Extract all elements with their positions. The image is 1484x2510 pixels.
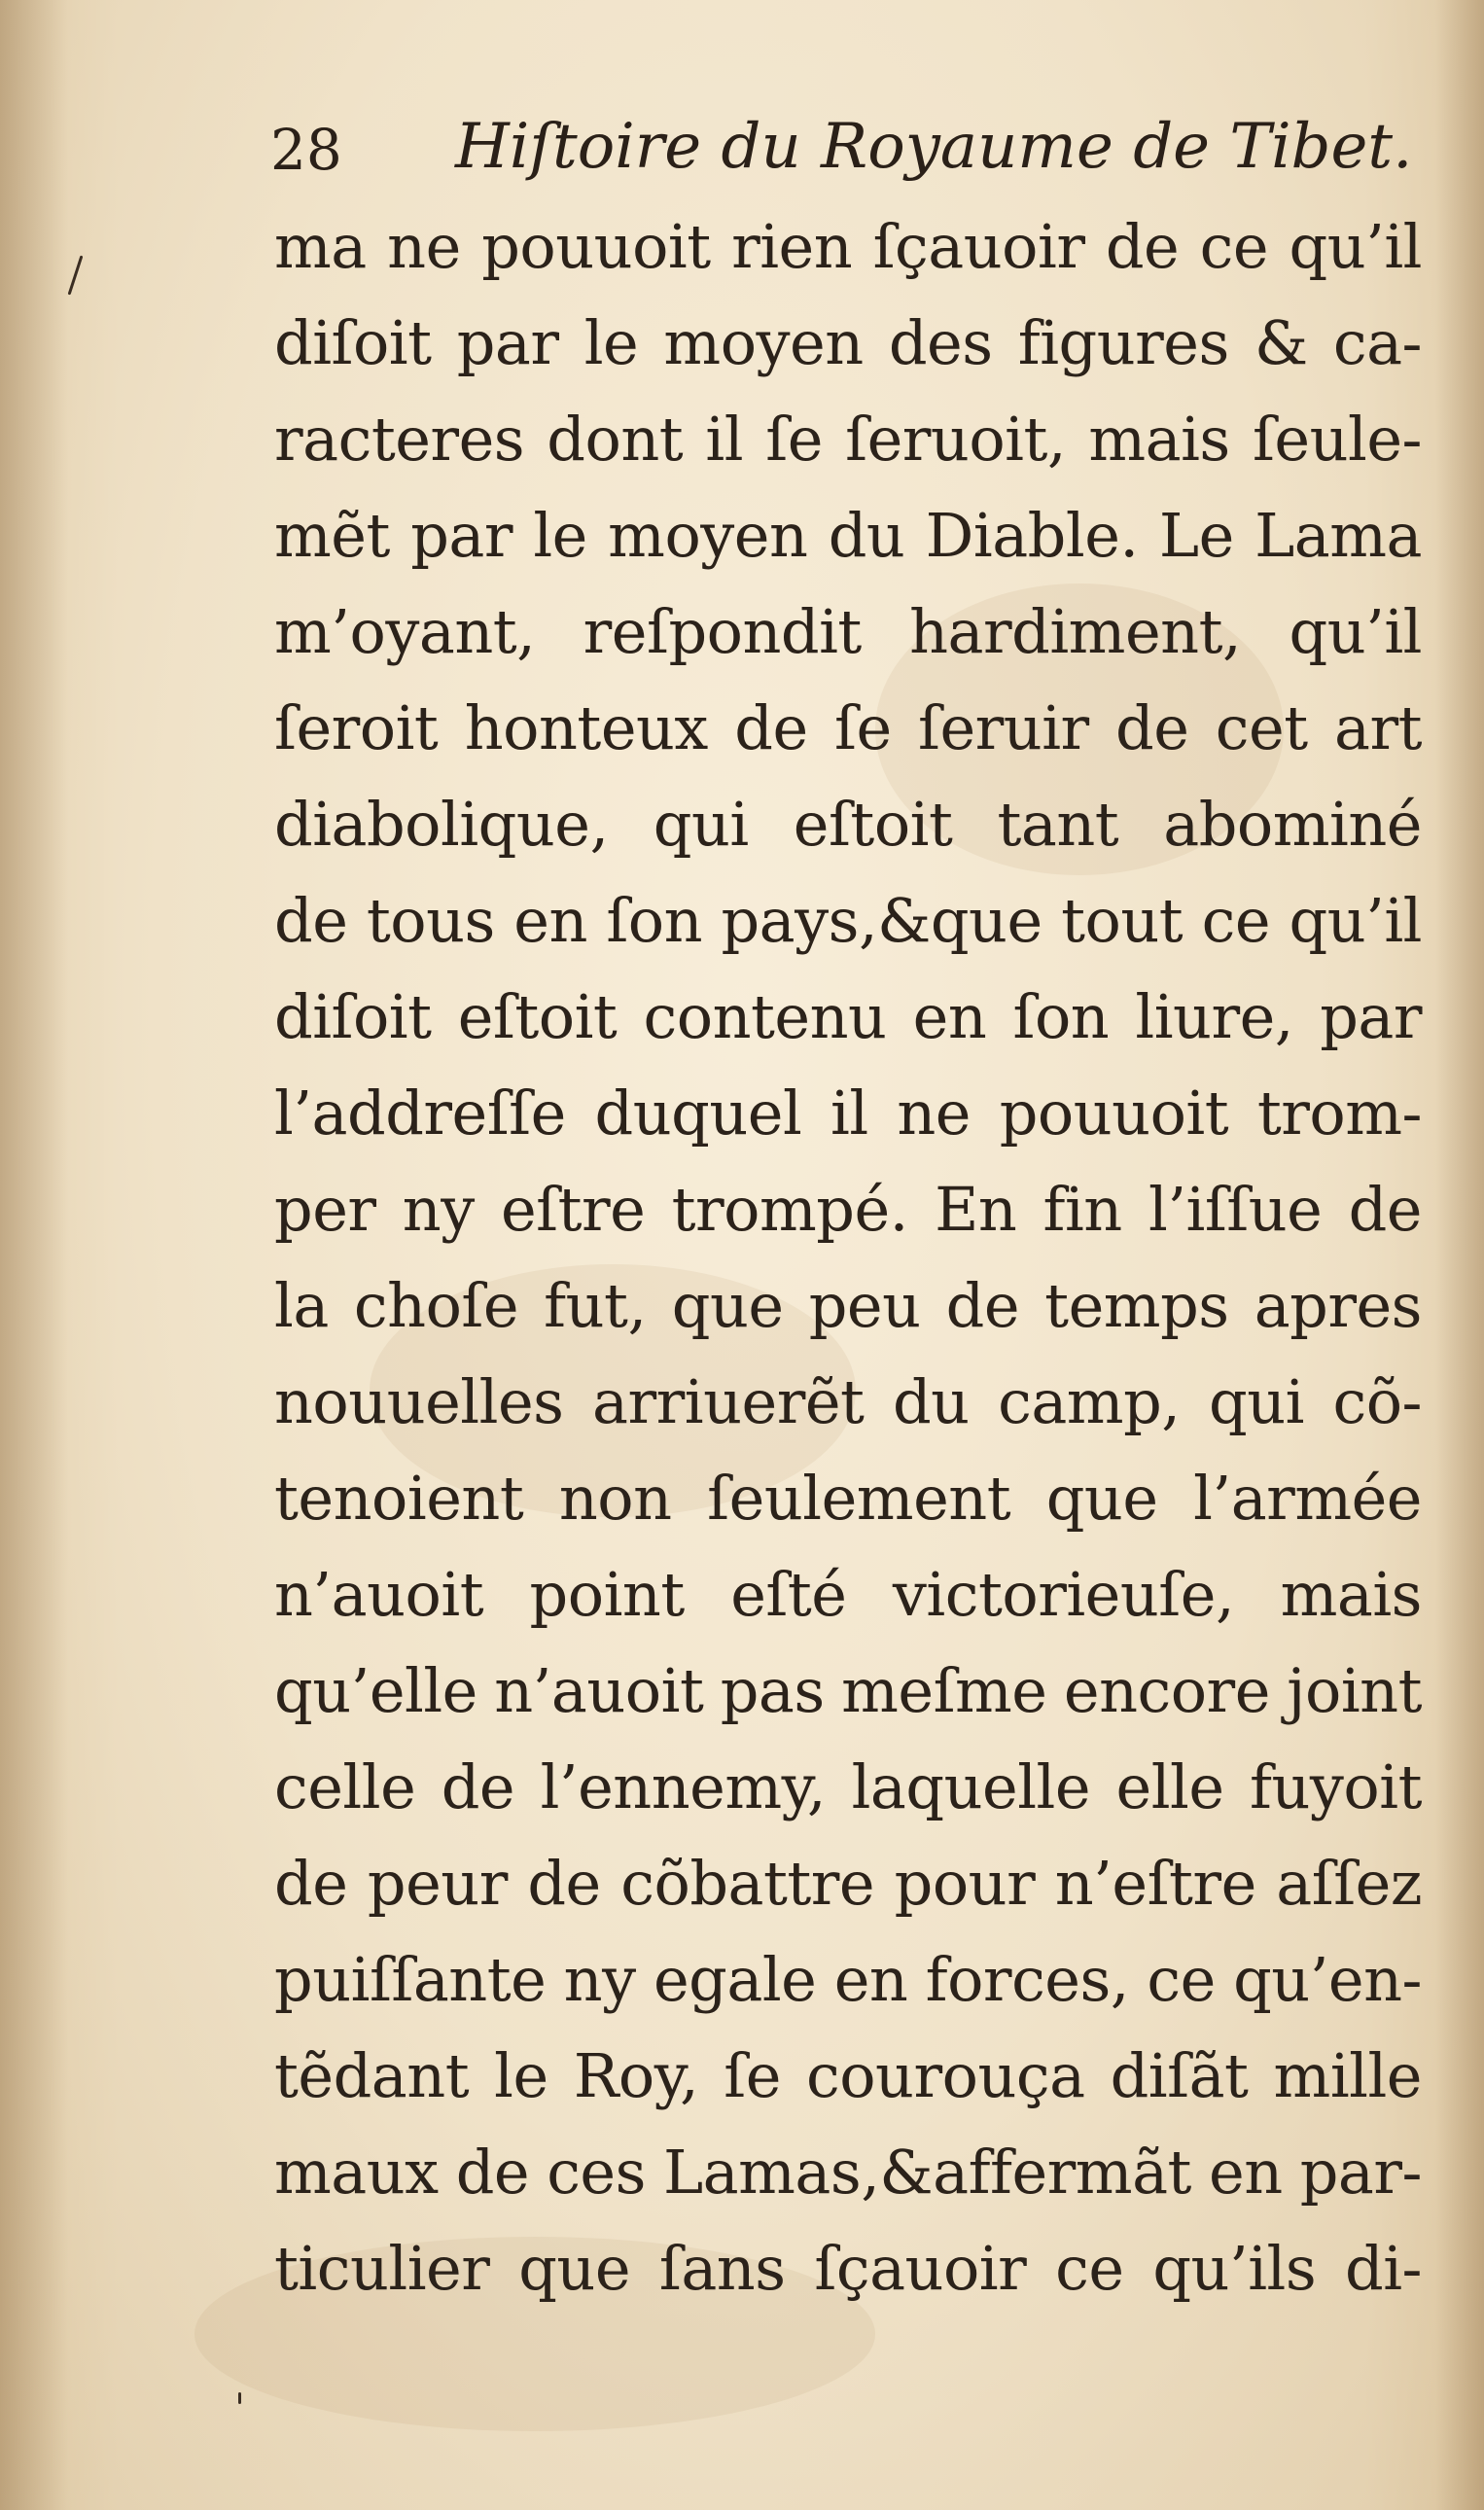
text-line: tẽdant le Roy, ſe courouça diſãt mille <box>274 2040 1422 2111</box>
text-line: de tous en ſon pays,&que tout ce qu’il <box>274 885 1422 956</box>
text-line: diabolique, qui eſtoit tant abominé <box>274 789 1422 860</box>
running-title: Hiſtoire du Royaume de Tibet. <box>455 111 1413 183</box>
text-line: m’oyant, reſpondit hardiment, qu’il <box>274 596 1422 667</box>
text-line: racteres dont il ſe ſeruoit, mais ſeule- <box>274 404 1422 475</box>
text-line: tenoient non ſeulement que l’armée <box>274 1463 1422 1534</box>
text-line: maux de ces Lamas,&affermãt en par- <box>274 2137 1422 2208</box>
text-line: celle de l’ennemy, laquelle elle fuyoit <box>274 1751 1422 1822</box>
ink-fleck <box>238 2392 241 2404</box>
text-line: mẽt par le moyen du Diable. Le Lama <box>274 500 1422 571</box>
text-line: diſoit par le moyen des figures & ca- <box>274 307 1422 378</box>
ink-fleck <box>68 256 84 296</box>
text-line: ticulier que ſans ſçauoir ce qu’ils di- <box>274 2233 1422 2304</box>
text-line: per ny eſtre trompé. En fin l’iſſue de <box>274 1174 1422 1245</box>
body-text <box>274 198 1422 2316</box>
text-line: ſeroit honteux de ſe ſeruir de cet art <box>274 692 1422 763</box>
text-line: nouuelles arriuerẽt du camp, qui cõ- <box>274 1366 1422 1437</box>
text-line: diſoit eſtoit contenu en ſon liure, par <box>274 981 1422 1052</box>
page-edge-shadow-right <box>1435 0 1484 2510</box>
text-line: qu’elle n’auoit pas meſme encore joint <box>274 1655 1422 1726</box>
text-line: n’auoit point eſté victorieuſe, mais <box>274 1559 1422 1630</box>
page-edge-shadow-left <box>0 0 68 2510</box>
text-line: puiſſante ny egale en forces, ce qu’en- <box>274 1944 1422 2015</box>
running-header <box>270 105 1418 193</box>
page-number: 28 <box>270 117 342 183</box>
text-line: de peur de cõbattre pour n’eſtre aſſez <box>274 1848 1422 1919</box>
text-line: ma ne pouuoit rien ſçauoir de ce qu’il <box>274 211 1422 282</box>
text-line: l’addreſſe duquel il ne pouuoit trom- <box>274 1078 1422 1149</box>
text-line: la choſe fut, que peu de temps apres <box>274 1270 1422 1341</box>
